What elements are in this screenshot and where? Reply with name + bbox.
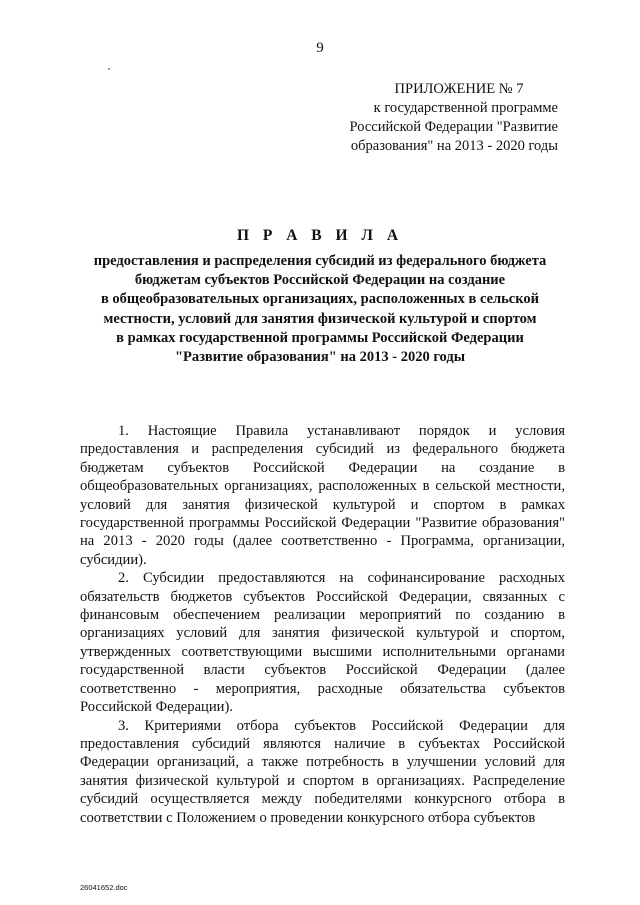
- appendix-block: [330, 80, 558, 156]
- subtitle-line: бюджетам субъектов Российской Федерации на создание: [134, 272, 506, 289]
- document-subtitle: [80, 252, 560, 367]
- scan-mark: [108, 68, 110, 70]
- appendix-title: ПРИЛОЖЕНИЕ № 7: [394, 81, 524, 97]
- file-name-footer: 26041652.doc: [80, 883, 128, 892]
- paragraph-2: 2. Субсидии предоставляются на софинансирование расходных обязательств бюджетов субъектов Российской Федерации, связанных с финансовым обеспечением реализации мероприятий по созданию в организациях условий для занятия физической культурой и спортом, утвержденных соответствующими высшими исполнительными органами государственной власти субъектов Российской Федерации (далее соответственно - мероприятия, расходные обязательства субъектов Российской Федерации).: [80, 570, 565, 716]
- appendix-line: Российской Федерации "Развитие: [349, 119, 558, 135]
- document-body: [80, 422, 565, 827]
- subtitle-line: в рамках государственной программы Российской Федерации: [116, 329, 524, 346]
- paragraph-3: 3. Критериями отбора субъектов Российской Федерации для предоставления субсидий являются наличие в субъектах Российской Федерации организаций, а также потребность в улучшении условий для занятия физической культурой и спортом в организациях. Распределение субсидий осуществляется между победителями конкурсного отбора в соответствии с Положением о проведении конкурсного отбора субъектов: [80, 717, 565, 826]
- subtitle-line: в общеобразовательных организациях, расположенных в сельской: [100, 291, 540, 308]
- subtitle-line: местности, условий для занятия физической культурой и спортом: [103, 310, 537, 327]
- document-title: П Р А В И Л А: [236, 227, 404, 244]
- subtitle-line: предоставления и распределения субсидий из федерального бюджета: [93, 253, 547, 269]
- appendix-line: образования" на 2013 - 2020 годы: [350, 138, 558, 154]
- subtitle-line: "Развитие образования" на 2013 - 2020 годы: [174, 349, 466, 366]
- paragraph-1: 1. Настоящие Правила устанавливают порядок и условия предоставления и распределения субсидий из федерального бюджета бюджетам субъектов Российской Федерации на создание в общеобразовательных организациях, расположенных в сельской местности, условий для занятия физической культурой и спортом в рамках государственной программы Российской Федерации "Развитие образования" на 2013 - 2020 годы (далее соответственно - Программа, организации, субсидии).: [80, 423, 565, 568]
- appendix-line: к государственной программе: [373, 100, 558, 116]
- page-number: 9: [316, 40, 324, 56]
